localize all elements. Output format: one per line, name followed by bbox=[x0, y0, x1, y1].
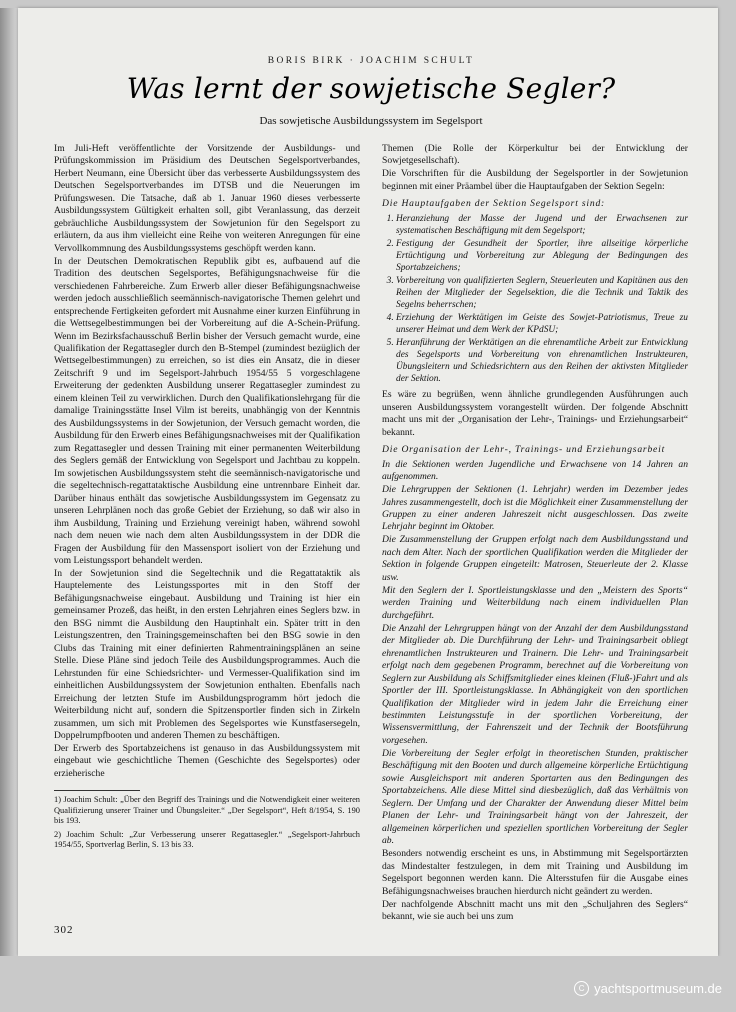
tasks-heading: Die Hauptaufgaben der Sektion Segelsport sind: bbox=[382, 198, 606, 210]
left-column bbox=[54, 143, 360, 854]
paragraph: Mit den Seglern der I. Sportleistungsklasse und den „Meistern des Sports“ werden Training und Weiterbildung nach einem individuellen Plan durchgeführt. bbox=[382, 584, 688, 621]
document-page bbox=[18, 8, 718, 956]
article-title: Was lernt der sowjetische Segler? bbox=[126, 72, 616, 105]
article-authors: BORIS BIRK · JOACHIM SCHULT bbox=[267, 56, 475, 66]
paragraph: Der nachfolgende Abschnitt macht uns mit den „Schuljahren des Seglers“ bekannt, wie sie auch bei uns zum bbox=[382, 898, 688, 922]
paragraph: Die Anzahl der Lehrgruppen hängt von der Anzahl der dem Ausbildungsstand der Mitglieder ab. Die Durchführung der Lehr- und Trainingsarbeit obliegt ehrenamtlichen Instrukteuren und Trainern. Die Lehr- und Trainingsarbeit erfolgt nach dem gegebenen Programm, berechnet auf die Vorbereitung von Seglern zur Ausbildung als Schiffsmitglieder eines kleinen (Fluß-)Fahrt und als Sportler der III. Sportleistungsklasse. In Abhängigkeit von den sportlichen Qualifikation der Mitglieder wird in jedem Jahr die Erreichung einer bestimmten Leistungsstufe in der sportlichen Vorbereitung, der Wissensvermittlung, der Fahrenszeit und der Technik der Bootsführung vorgesehen. bbox=[382, 622, 688, 746]
list-item: 2. Festigung der Gesundheit der Sportler, ihre allseitige körperliche Ertüchtigung und Vorbereitung zur Ablegung der Bedingungen des Sportabzeichens; bbox=[396, 238, 688, 274]
watermark-text: yachtsportmuseum.de bbox=[594, 981, 722, 996]
list-item: 1. Heranziehung der Masse der Jugend und der Erwachsenen zur systematischen Beschäftigung mit dem Segelsport; bbox=[396, 213, 688, 237]
article-columns bbox=[54, 143, 688, 924]
paragraph: In die Sektionen werden Jugendliche und Erwachsene von 14 Jahren an aufgenommen. bbox=[382, 458, 688, 483]
paragraph: Besonders notwendig erscheint es uns, in Abstimmung mit Segelsportärzten das Mindestalter festzulegen, in dem mit Training und Ausbildung im Segelsport begonnen werden kann. Die Altersstufen für die Ausgabe eines Befähigungsnachweises brauchen hierdurch nicht geändert zu werden. bbox=[382, 848, 688, 897]
footnote: 2) Joachim Schult: „Zur Verbesserung unserer Regattasegler.“ „Segelsport-Jahrbuch 1954/55, Sportverlag Berlin, S. 13 bis 33. bbox=[54, 829, 360, 850]
page-content bbox=[54, 26, 688, 946]
article-subtitle: Das sowjetische Ausbildungssystem im Segelsport bbox=[259, 115, 483, 127]
footnotes bbox=[54, 790, 360, 851]
list-item: 5. Heranführung der Werktätigen an die ehrenamtliche Arbeit zur Entwicklung des Segelsports und Vorbereitung von ehrenamtlichen Instrukteuren, Übungsleitern und Schiedsrichtern aus den Reihen der aktivsten Mitglieder der Sektion. bbox=[396, 337, 688, 385]
paragraph: In der Sowjetunion sind die Segeltechnik und die Regattataktik als Hauptelemente des Leistungssportes mit in den Stoff der Befähigungsnachweise eingebaut. Ausbildung und Training ist hier ein gemeinsamer Prozeß, das heißt, in den ersten Lehrjahren eines Seglers bzw. in den BSG nimmt die Ausbildung den Hauptinhalt ein. Später tritt in den Leistungszentren, den Trainingsgemeinschaften bei den BSG sowie in den Clubs das Training mit einer definierten Rahmentrainingsplänen an seine Stelle. Diese Pläne sind jedoch Teile des Ausbildungsprogrammes. Auch die Lehrstunden für eine Schiedsrichter- und Vermesser-Qualifikation sind im einheitlichen Ausbildungssystem der Sowjetunion enthalten. Ebenfalls nach Erreichung der letzten Stufe im Ausbildungsprogramm hört jedoch die Weiterbildung nicht auf, sondern die Spitzensportler finden sich in Zirkeln zusammen, um sich mit Problemen des Segelsportes wie Kunstfasersegeln, Doppelrumpfbooten und anderen Themen zu beschäftigen. bbox=[54, 567, 360, 742]
copyright-icon: C bbox=[574, 981, 589, 996]
paragraph: In der Deutschen Demokratischen Republik gibt es, aufbauend auf die Tradition des deutschen Segelsportes, Befähigungsnachweise für die verschiedenen Fahrbereiche. Zum Erwerb aller dieser Befähigungsnachweise werden jedoch ausschließlich seemännisch-navigatorische Themen gelehrt und entsprechende Fertigkeiten gefordert mit Ausnahme einer kurzen Einführung in die Wettsegelbestimmungen bei der Vorbereitung auf die A-Schein-Prüfung. Wenn im Bezirksfachausschuß Berlin bisher der Versuch gemacht wurde, eine Qualifikation der Regattasegler durch den B-Stempel (zumindest bezüglich der Wettsegelbestimmungen) zu erreichen, so ist dies ein Ansatz, die in dieser Zeitschrift 9 und im Segelsport-Jahrbuch 1954/55 5 vorgeschlagene Erweiterung der gedenkten Ausbildung unserer Regattasegler zumindest zu einem kleinen Teil zu verwirklichen. Durch den Qualifikationslehrgang für die damalige Trainingsstätte Insel Vilm ist bereits, unabhängig von der Kenntnis des Ausbildungssystems in der Sowjetunion, der Versuch gemacht worden, die Ausbildung für den Erwerb eines Befähigungsnachweises mit der Qualifikation zum Regattasegler und dessen Training mit einer permanenten Weiterbildung des Seglers gemäß der Entwicklung von Segelsport und Jachtbau zu koppeln. Im sowjetischen Ausbildungssystem steht die seemännisch-navigatorische und die segeltechnisch-regattataktische Ausbildung eine untrennbare Einheit dar. Darüber hinaus enthält das sowjetische Ausbildungssystem im Gegensatz zu unseren Lehrplänen noch das große Gebiet der Erziehung, so daß wir also in ihm Ausbildung, Training und Erziehung vereinigt haben, während sowohl nach dem neuen wie nach dem alten Ausbildungssystem in der DDR die Fragen der Ausbildung für den Massensport isoliert von der Erziehung und vom Leistungssport behandelt werden. bbox=[54, 255, 360, 566]
footnote-rule bbox=[54, 790, 140, 791]
page-number: 302 bbox=[54, 924, 74, 936]
paragraph: Themen (Die Rolle der Körperkultur bei der Entwicklung der Sowjetgesellschaft). bbox=[382, 143, 688, 167]
paragraph: Der Erwerb des Sportabzeichens ist genauso in das Ausbildungssystem mit eingebaut wie geschichtliche Themen (Geschichte des Segelsportes) oder erzieherische bbox=[54, 743, 360, 779]
paragraph: Die Zusammenstellung der Gruppen erfolgt nach dem Ausbildungsstand und nach dem Alter. Nach der sportlichen Qualifikation werden die Mitglieder der Sektion in folgende Gruppen eingeteilt: Matrosen, Steuerleute der 2. Klasse usw. bbox=[382, 534, 688, 583]
right-column bbox=[382, 143, 688, 924]
tasks-list bbox=[382, 213, 688, 385]
page-gutter-shadow bbox=[0, 8, 18, 956]
paragraph: Es wäre zu begrüßen, wenn ähnliche grundlegenden Ausführungen auch unseren Ausbildungssystem vorangestellt würden. Der folgende Abschnitt macht uns mit der „Organisation der Lehr-, Trainings- und Erziehungsarbeit“ bekannt. bbox=[382, 389, 688, 438]
list-item: 3. Vorbereitung von qualifizierten Seglern, Steuerleuten und Kapitänen aus den Reihen der Mitglieder der Segelsektion, die die Technik und Taktik des Segelns beherrschen; bbox=[396, 275, 688, 311]
paragraph: Die Vorbereitung der Segler erfolgt in theoretischen Stunden, praktischer Beschäftigung mit den Booten und durch allgemeine körperliche Ertüchtigung sowie Ausgleichsport mit anderen Sportarten aus den Bedingungen des Sportabzeichens. Alle diese Mittel sind diesbezüglich, daß das Verhältnis von Seglern. Der Umfang und der Charakter der Anwendung dieser Mittel beim Planen der Lehr- und Trainingsarbeit hängt von der Jahreszeit, der allgemeinen körperlichen und speziellen sportlichen Vorbereitung der Segler ab. bbox=[382, 747, 688, 847]
paragraph: Die Vorschriften für die Ausbildung der Segelsportler in der Sowjetunion beginnen mit einer Präambel über die Hauptaufgaben der Sektion Segeln: bbox=[382, 168, 688, 192]
paragraph: Im Juli-Heft veröffentlichte der Vorsitzende der Ausbildungs- und Prüfungskommission im Präsidium des Deutschen Segelsportverbandes, Herbert Neumann, eine Übersicht über das verbesserte Ausbildungssystem des Deutschen Segelsportverbandes im DTSB und die Neuerungen im Prüfungswesen. Die Tatsache, daß ab 1. Januar 1960 dieses verbesserte Ausbildungssystem Gültigkeit erhalten soll, gibt Veranlassung, das derzeit gebräuchliche Ausbildungssystem der Sowjetunion für den Segelsport zu erläutern, da aus ihm vielleicht eine Reihe von weiteren Anregungen für eine Vervollkommnung des Ausbildungssystems geschöpft werden kann. bbox=[54, 143, 360, 254]
list-item: 4. Erziehung der Werktätigen im Geiste des Sowjet-Patriotismus, Treue zu unserer Heimat und dem Werk der KPdSU; bbox=[396, 312, 688, 336]
watermark bbox=[574, 981, 722, 996]
organisation-heading: Die Organisation der Lehr-, Trainings- und Erziehungsarbeit bbox=[382, 444, 666, 456]
paragraph: Die Lehrgruppen der Sektionen (1. Lehrjahr) werden im Dezember jedes Jahres zusammengestellt, doch ist die Möglichkeit einer Zusammenstellung der Gruppen zu einer anderen Jahreszeit nicht ausgeschlossen. Das zweite Lehrjahr beginnt im Oktober. bbox=[382, 484, 688, 533]
footnote: 1) Joachim Schult: „Über den Begriff des Trainings und die Notwendigkeit einer weiteren Qualifizierung unserer Trainer und Übungsleiter.“ „Der Segelsport“, Heft 8/1954, S. 190 bis 193. bbox=[54, 795, 360, 826]
